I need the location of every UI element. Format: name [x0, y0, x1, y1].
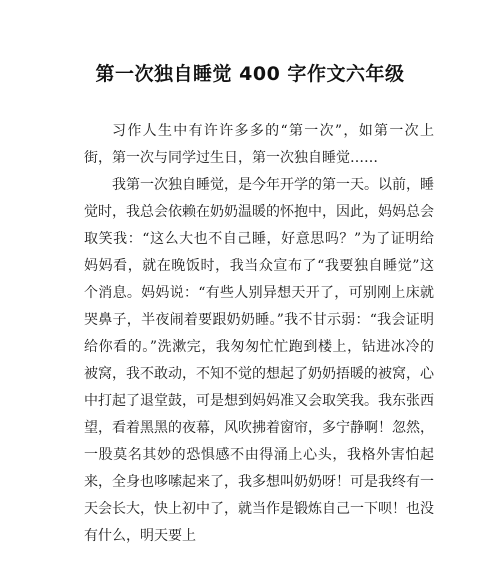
paragraph-main: 我第一次独自睡觉，是今年开学的第一天。以前，睡觉时，我总会依赖在奶奶温暖的怀抱中，因此，妈妈总会取笑我：“这么大也不自己睡，好意思吗？”为了证明给妈妈看，就在晚饭时，我当众宣布了“我要独自睡觉”这个消息。妈妈说：“有些人别异想天开了，可别刚上床就哭鼻子，半夜闹着要跟奶奶睡。”我不甘示弱：“我会证明给你看的。”洗漱完，我匆匆忙忙跑到楼上，钻进冰冷的被窝，我不敢动，不知不觉的想起了奶奶捂暖的被窝，心中打起了退堂鼓，可是想到妈妈准又会取笑我。我东张西望，看着黑黑的夜幕，风吹拂着窗帘，多宁静啊！忽然，一股莫名其妙的恐惧感不由得涌上心头，我格外害怕起来，全身也哆嗦起来了，我多想叫奶奶呀！可是我终有一天会长大，快上初中了，就当作是锻炼自己一下呗！也没有什么，明天要上: [84, 177, 434, 544]
paragraph-intro: 习作人生中有许许多多的“第一次”，如第一次上街，第一次与同学过生日，第一次独自睡觉……: [84, 123, 434, 166]
document-body: [84, 118, 434, 550]
document-title: 第一次独自睡觉 400 字作文六年级: [95, 63, 405, 85]
